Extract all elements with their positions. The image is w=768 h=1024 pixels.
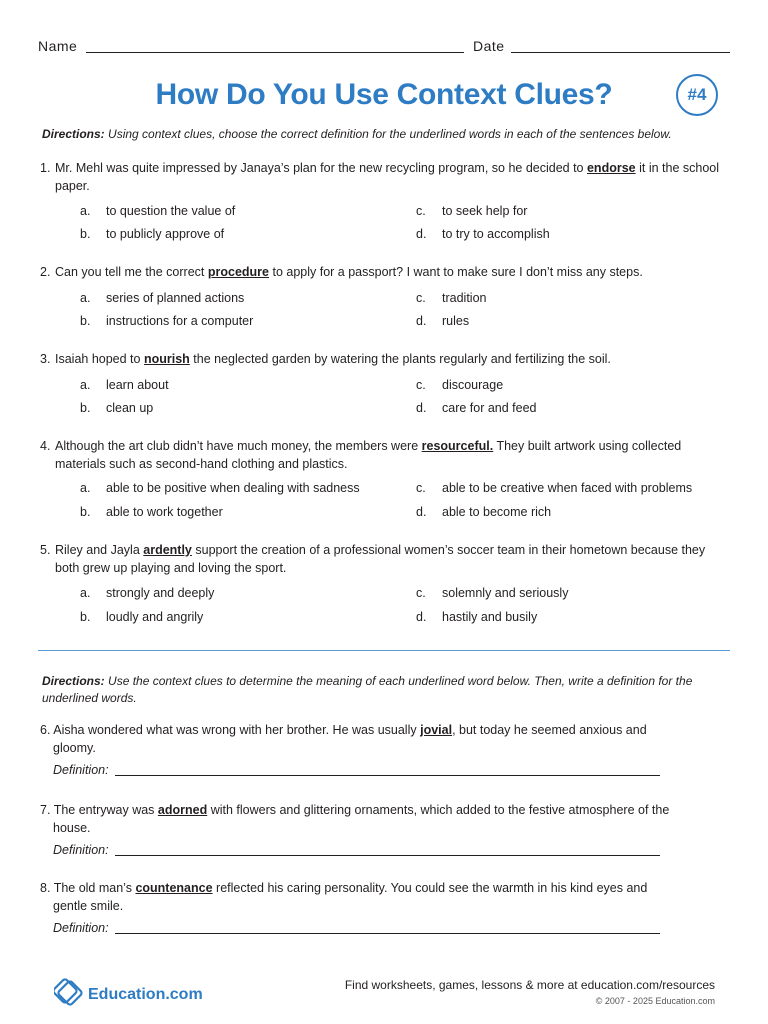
footer-tagline[interactable]: Find worksheets, games, lessons & more at education.com/resources	[344, 978, 715, 992]
directions-text: Using context clues, choose the correct definition for the underlined words in each of the sentences below.	[104, 127, 672, 141]
option-d[interactable]: d. hastily and busily	[416, 610, 538, 624]
option-a[interactable]: a. strongly and deeply	[80, 586, 215, 600]
option-c[interactable]: c. tradition	[416, 291, 487, 305]
name-field-line	[86, 52, 464, 53]
underlined-word: resourceful.	[421, 439, 494, 453]
question-number: 6.	[40, 723, 51, 737]
definition-label: Definition:	[53, 843, 109, 857]
question-number: 7.	[40, 803, 51, 817]
option-a[interactable]: a. able to be positive when dealing with sadness	[80, 481, 360, 495]
definition-answer-line[interactable]	[115, 775, 660, 776]
question-5	[40, 542, 720, 577]
question-7	[40, 802, 680, 837]
question-3	[40, 351, 720, 369]
question-6	[40, 722, 680, 757]
question-text: Although the art club didn’t have much money, the members were resourceful. They built artwork using collected materials such as second-hand clothing and plastics.	[55, 439, 682, 471]
underlined-word: jovial	[420, 723, 453, 737]
section-divider	[38, 650, 730, 651]
question-2	[40, 264, 720, 282]
question-text: Can you tell me the correct procedure to apply for a passport? I want to make sure I don’t miss any steps.	[55, 265, 643, 279]
underlined-word: procedure	[207, 265, 269, 279]
definition-answer-line[interactable]	[115, 855, 660, 856]
option-a[interactable]: a. series of planned actions	[80, 291, 245, 305]
option-d[interactable]: d. care for and feed	[416, 401, 537, 415]
underlined-word: countenance	[135, 881, 213, 895]
option-b[interactable]: b. loudly and angrily	[80, 610, 204, 624]
option-a[interactable]: a. learn about	[80, 378, 169, 392]
worksheet-number-badge: #4	[676, 74, 718, 116]
question-1	[40, 160, 720, 195]
name-date-header	[38, 38, 730, 58]
definition-label: Definition:	[53, 763, 109, 777]
option-d[interactable]: d. to try to accomplish	[416, 227, 550, 241]
date-label: Date	[473, 38, 505, 54]
date-field-line	[511, 52, 730, 53]
footer-copyright: © 2007 - 2025 Education.com	[595, 996, 715, 1006]
definition-label: Definition:	[53, 921, 109, 935]
option-c[interactable]: c. to seek help for	[416, 204, 528, 218]
option-b[interactable]: b. to publicly approve of	[80, 227, 225, 241]
directions-label: Directions:	[42, 674, 105, 688]
question-text: 6. Aisha wondered what was wrong with her brother. He was usually jovial, but today he seemed anxious and gloomy.	[40, 723, 647, 755]
underlined-word: adorned	[157, 803, 208, 817]
directions-part-2	[42, 673, 702, 707]
question-number: 1.	[40, 161, 51, 175]
question-text: 8. The old man’s countenance reflected his caring personality. You could see the warmth in his kind eyes and gentle smile.	[40, 881, 648, 913]
question-text: Riley and Jayla ardently support the creation of a professional women’s soccer team in their hometown because they both grew up playing and loving the sport.	[55, 543, 706, 575]
option-b[interactable]: b. instructions for a computer	[80, 314, 254, 328]
question-text: Isaiah hoped to nourish the neglected garden by watering the plants regularly and fertilizing the soil.	[55, 352, 611, 366]
question-number: 3.	[40, 352, 51, 366]
question-text: Mr. Mehl was quite impressed by Janaya’s plan for the new recycling program, so he decided to endorse it in the school paper.	[55, 161, 720, 193]
option-c[interactable]: c. solemnly and seriously	[416, 586, 569, 600]
underlined-word: ardently	[143, 543, 192, 557]
definition-answer-line[interactable]	[115, 933, 660, 934]
option-b[interactable]: b. able to work together	[80, 505, 223, 519]
name-label: Name	[38, 38, 78, 54]
option-c[interactable]: c. able to be creative when faced with problems	[416, 481, 693, 495]
directions-part-1	[42, 126, 702, 143]
option-b[interactable]: b. clean up	[80, 401, 154, 415]
page-title: How Do You Use Context Clues?	[155, 78, 613, 111]
question-text: 7. The entryway was adorned with flowers and glittering ornaments, which added to the festive atmosphere of the house.	[40, 803, 670, 835]
question-number: 2.	[40, 265, 51, 279]
option-d[interactable]: d. rules	[416, 314, 470, 328]
question-number: 5.	[40, 543, 51, 557]
education-logo[interactable]	[54, 974, 203, 1010]
directions-label: Directions:	[42, 127, 105, 141]
option-a[interactable]: a. to question the value of	[80, 204, 236, 218]
option-d[interactable]: d. able to become rich	[416, 505, 552, 519]
underlined-word: endorse	[586, 161, 636, 175]
option-c[interactable]: c. discourage	[416, 378, 504, 392]
question-8	[40, 880, 680, 915]
question-number: 8.	[40, 881, 51, 895]
directions-text: Use the context clues to determine the meaning of each underlined word below. Then, write a definition for the underlined words.	[42, 674, 693, 705]
education-logo-icon	[54, 974, 86, 1006]
question-number: 4.	[40, 439, 51, 453]
logo-text: Education.com	[88, 986, 203, 1003]
question-4	[40, 438, 720, 473]
underlined-word: nourish	[143, 352, 190, 366]
